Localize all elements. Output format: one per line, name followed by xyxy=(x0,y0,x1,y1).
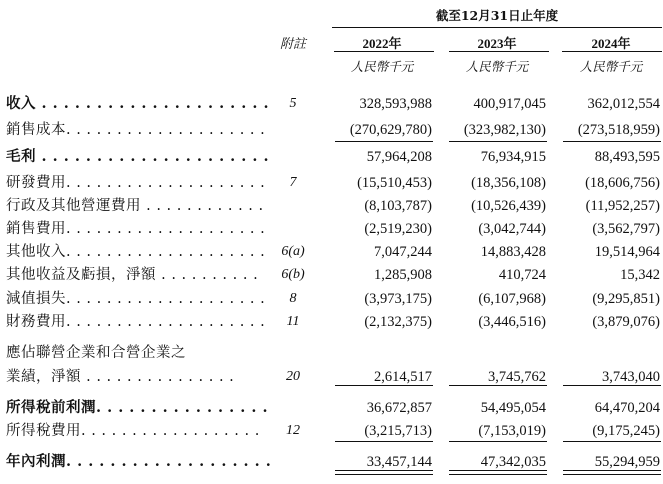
unit-header: 人民幣千元 xyxy=(465,59,529,74)
row-label: 銷售成本. . . . . . . . . . . . . . . . . . . . xyxy=(6,122,266,138)
table-row xyxy=(0,397,663,419)
subtotal-rule xyxy=(563,441,661,442)
year-header-2024: 2024年 xyxy=(591,36,631,51)
row-label: 財務費用. . . . . . . . . . . . . . . . . . . . xyxy=(6,314,266,330)
cell-value: 55,294,959 xyxy=(594,454,660,470)
subtotal-rule xyxy=(563,385,661,386)
row-label: 減值損失. . . . . . . . . . . . . . . . . . . . xyxy=(6,291,266,307)
unit-header: 人民幣千元 xyxy=(579,59,643,74)
subtotal-rule xyxy=(449,385,547,386)
row-note: 12 xyxy=(286,423,300,438)
cell-value: (273,518,959) xyxy=(577,122,660,138)
year-header-2022: 2022年 xyxy=(362,36,402,51)
row-label: 年內利潤. . . . . . . . . . . . . . . . . . . xyxy=(6,453,272,470)
year-rule xyxy=(334,51,434,52)
cell-value: (10,526,439) xyxy=(471,198,546,214)
cell-value: (8,103,787) xyxy=(364,198,432,214)
cell-value: 14,883,428 xyxy=(480,244,546,260)
row-label: 應佔聯營企業和合營企業之 xyxy=(6,345,186,361)
row-label: 其他收益及虧損，淨額 . . . . . . . . . . xyxy=(6,267,259,283)
cell-value: (2,132,375) xyxy=(364,314,432,330)
double-total-rule xyxy=(563,474,661,475)
double-total-rule xyxy=(335,470,433,471)
cell-value: (3,879,076) xyxy=(592,314,660,330)
cell-value: 15,342 xyxy=(620,267,660,283)
table-row xyxy=(0,420,663,442)
cell-value: 3,745,762 xyxy=(488,369,546,385)
cell-value: (3,973,175) xyxy=(364,291,432,307)
row-note: 7 xyxy=(289,175,297,190)
subtotal-rule xyxy=(335,385,433,386)
cell-value: 88,493,595 xyxy=(594,149,660,165)
row-label: 收入 . . . . . . . . . . . . . . . . . . . . . xyxy=(6,95,270,112)
cell-value: 64,470,204 xyxy=(594,400,660,416)
cell-value: (18,356,108) xyxy=(471,175,546,191)
row-label: 銷售費用. . . . . . . . . . . . . . . . . . . . xyxy=(6,221,266,237)
cell-value: (3,446,516) xyxy=(478,314,546,330)
cell-value: 19,514,964 xyxy=(594,244,660,260)
cell-value: 362,012,554 xyxy=(587,96,660,112)
cell-value: (2,519,230) xyxy=(364,221,432,237)
double-total-rule xyxy=(449,474,547,475)
table-row xyxy=(0,172,663,194)
row-label: 行政及其他營運費用 . . . . . . . . . . . . xyxy=(6,198,264,214)
row-label: 業績，淨額 . . . . . . . . . . . . . . . xyxy=(6,369,235,385)
unit-header: 人民幣千元 xyxy=(350,59,414,74)
row-note: 20 xyxy=(286,369,300,384)
cell-value: (9,295,851) xyxy=(592,291,660,307)
table-row xyxy=(0,311,663,333)
cell-value: 410,724 xyxy=(498,267,546,283)
cell-value: (270,629,780) xyxy=(349,122,432,138)
table-row xyxy=(0,241,663,263)
row-label: 毛利 . . . . . . . . . . . . . . . . . . . . . xyxy=(6,148,270,165)
subtotal-rule xyxy=(563,141,661,142)
cell-value: 36,672,857 xyxy=(366,400,432,416)
cell-value: 76,934,915 xyxy=(480,149,546,165)
cell-value: 33,457,144 xyxy=(366,454,432,470)
cell-value: 57,964,208 xyxy=(366,149,432,165)
row-note: 5 xyxy=(289,96,297,111)
table-row xyxy=(0,288,663,310)
cell-value: 1,285,908 xyxy=(374,267,432,283)
period-header: 截至12月31日止年度 xyxy=(435,8,559,23)
cell-value: 3,743,040 xyxy=(602,369,660,385)
cell-value: (15,510,453) xyxy=(357,175,432,191)
row-note: 11 xyxy=(286,314,300,329)
row-label: 其他收入. . . . . . . . . . . . . . . . . . . . xyxy=(6,244,266,260)
table-row xyxy=(0,342,663,364)
table-row xyxy=(0,93,663,115)
cell-value: (3,042,744) xyxy=(478,221,546,237)
cell-value: (11,952,257) xyxy=(585,198,660,214)
cell-value: (18,606,756) xyxy=(585,175,660,191)
table-row xyxy=(0,218,663,240)
cell-value: 2,614,517 xyxy=(374,369,432,385)
note-column-header: 附註 xyxy=(279,37,306,52)
double-total-rule xyxy=(449,470,547,471)
double-total-rule xyxy=(563,470,661,471)
table-row xyxy=(0,146,663,168)
cell-value: (3,562,797) xyxy=(592,221,660,237)
period-rule xyxy=(332,27,662,28)
table-row xyxy=(0,195,663,217)
cell-value: 400,917,045 xyxy=(473,96,546,112)
cell-value: 328,593,988 xyxy=(359,96,432,112)
row-label: 研發費用. . . . . . . . . . . . . . . . . . . . xyxy=(6,175,266,191)
subtotal-rule xyxy=(449,141,547,142)
cell-value: (3,215,713) xyxy=(364,423,432,439)
row-note: 8 xyxy=(289,291,297,306)
table-row xyxy=(0,119,663,141)
row-note: 6(b) xyxy=(281,267,305,282)
cell-value: (6,107,968) xyxy=(478,291,546,307)
cell-value: (9,175,245) xyxy=(592,423,660,439)
row-label: 所得稅費用. . . . . . . . . . . . . . . . . . xyxy=(6,423,260,439)
subtotal-rule xyxy=(449,441,547,442)
year-rule xyxy=(449,51,549,52)
cell-value: 47,342,035 xyxy=(480,454,546,470)
cell-value: (7,153,019) xyxy=(478,423,546,439)
cell-value: (323,982,130) xyxy=(463,122,546,138)
year-header-2023: 2023年 xyxy=(477,36,517,51)
year-rule xyxy=(562,51,662,52)
subtotal-rule xyxy=(335,441,433,442)
double-total-rule xyxy=(335,474,433,475)
cell-value: 7,047,244 xyxy=(374,244,432,260)
row-note: 6(a) xyxy=(281,244,305,259)
cell-value: 54,495,054 xyxy=(480,400,546,416)
subtotal-rule xyxy=(335,141,433,142)
table-row xyxy=(0,264,663,286)
row-label: 所得稅前利潤. . . . . . . . . . . . . . . . xyxy=(6,399,268,416)
